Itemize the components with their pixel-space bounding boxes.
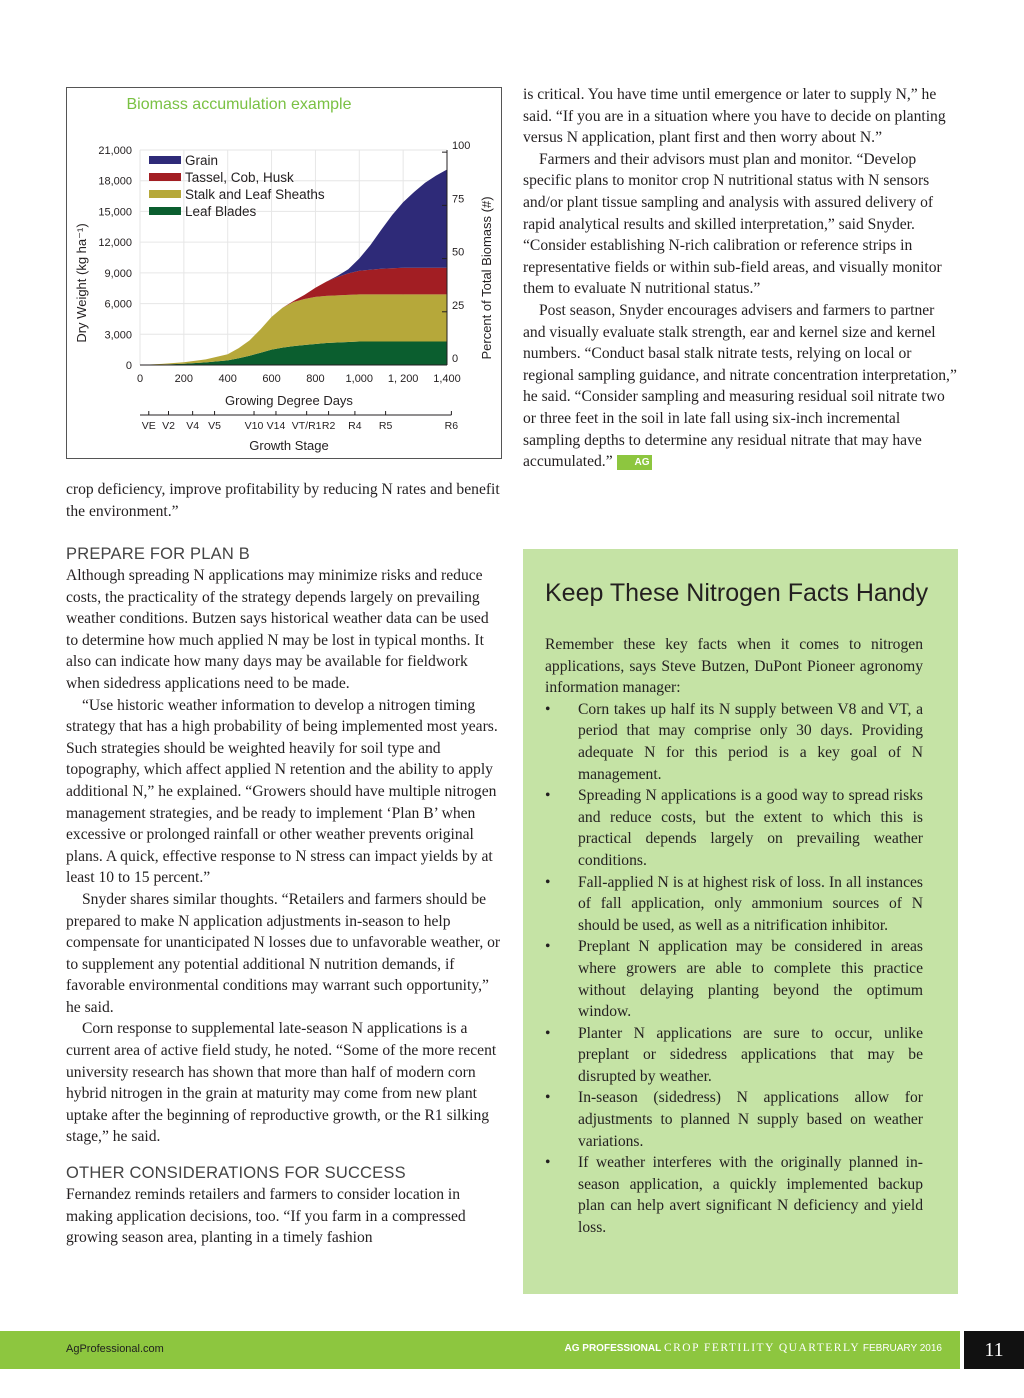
list-item bbox=[545, 1152, 923, 1238]
sidebar-intro: Remember these key facts when it comes to nitrogen applications, says Steve Butzen, DuPont Pioneer agronomy information manager: bbox=[545, 636, 923, 697]
y-tick-label: 21,000 bbox=[98, 145, 132, 157]
bullet-icon: • bbox=[545, 873, 551, 891]
footer-brand: AG PROFESSIONAL bbox=[564, 1343, 662, 1354]
y-tick-label: 3,000 bbox=[104, 329, 132, 342]
footer-date: FEBRUARY 2016 bbox=[862, 1343, 942, 1354]
footer-publication bbox=[565, 1342, 942, 1354]
growth-stage-label: Growth Stage bbox=[249, 438, 329, 453]
bullet-icon: • bbox=[545, 938, 551, 956]
chart-title: Biomass accumulation example bbox=[126, 96, 352, 113]
list-item bbox=[545, 936, 923, 1022]
list-item-text: Corn takes up half its N supply between V8 and VT, a period that may comprise only 30 days. Providing adequate N for this period is a key goal of N management. bbox=[578, 700, 923, 783]
sidebar-body bbox=[545, 634, 923, 1239]
stage-label: V10 bbox=[244, 420, 264, 432]
stage-label: V5 bbox=[208, 420, 221, 432]
list-item bbox=[545, 872, 923, 937]
stage-label: R2 bbox=[321, 420, 336, 432]
bullet-icon: • bbox=[545, 1024, 551, 1042]
bullet-icon: • bbox=[545, 1089, 551, 1107]
page-number: 11 bbox=[960, 1331, 1024, 1369]
stage-label: V2 bbox=[162, 420, 175, 432]
growth-stage-axis bbox=[140, 411, 458, 432]
x-tick-label: 1, 200 bbox=[387, 373, 419, 385]
stage-label: R5 bbox=[378, 420, 393, 432]
stage-label: V14 bbox=[266, 420, 286, 432]
y2-tick-label: 75 bbox=[452, 193, 465, 206]
stage-label: R4 bbox=[348, 420, 362, 432]
section-heading-plan-b: PREPARE FOR PLAN B bbox=[66, 545, 250, 563]
legend-swatch bbox=[149, 207, 181, 215]
x-tick-label: 0 bbox=[136, 373, 144, 385]
stage-label: R6 bbox=[444, 420, 459, 432]
left-column-top bbox=[66, 479, 502, 522]
sidebar-title: Keep These Nitrogen Facts Handy bbox=[545, 579, 929, 607]
list-item bbox=[545, 785, 923, 871]
nitrogen-facts-sidebar bbox=[523, 549, 958, 1294]
y-tick-label: 15,000 bbox=[98, 206, 132, 219]
paragraph: Farmers and their advisors must plan and monitor. “Develop specific plans to monitor crop N nutritional status with N sensors and/or plant tissue sampling and analysis with assured delivery of rapid analytical results and skilled interpretation,” said Snyder. “Consider establishing N-rich calibration or reference strips in representative fields or within sub-field areas, and visually monitor them to evaluate N nutritional status.” bbox=[523, 150, 942, 298]
paragraph: Snyder shares similar thoughts. “Retailers and farmers should be prepared to make N application adjustments in-season to help compensate for unanticipated N losses due to unfavorable weather, or to supplement any potential additional N nutrition demands, if favorable environmental conditions may warrant such opportunity,” he said. bbox=[66, 890, 501, 1016]
paragraph: Corn response to supplemental late-season N applications is a current area of active field study, he noted. “Some of the more recent university research has shown that more than half of modern corn hybrid nitrogen in the grain at maturity may come from new plant uptake after the beginning of reproductive growth, or the R1 silking stage,” he said. bbox=[66, 1020, 497, 1146]
x-tick-label: 1,000 bbox=[345, 373, 374, 385]
footer-publication-name: CROP FERTILITY QUARTERLY bbox=[663, 1342, 861, 1354]
y-tick-label: 12,000 bbox=[98, 237, 132, 250]
paragraph: “Use historic weather information to develop a nitrogen timing strategy that has a high probability of being implemented most years. Such strategies should be weighted heavily for soil type and topography, which affect applied N retention and the ability to apply additional N,” he explained. “Growers should have multiple nitrogen management strategies, and be ready to implement ‘Plan B’ when excessive or prolonged rainfall or other weather prevents original plans. A quick, effective response to N stress can impact yields by at least 10 to 15 percent.” bbox=[66, 696, 498, 887]
right-column-top bbox=[523, 84, 957, 473]
paragraph-text: Post season, Snyder encourages advisers and farmers to partner and visually evaluate stalk strength, ear and kernel size and kernel numbers. “Conduct basal stalk nitrate tests, relying on local or regional sampling guidance, and nitrate concentration interpretation,” he said. “Consider sampling and measuring residual soil nitrate two or three feet in the soil in late fall using six-inch incremental sampling depths to determine any residual nitrate that may have accumulated.” bbox=[523, 301, 957, 471]
y2-axis-label: Percent of Total Biomass (#) bbox=[479, 196, 494, 360]
list-item-text: If weather interferes with the originally planned in-season application, a quickly implemented backup plan can help avert significant N deficiency and yield loss. bbox=[578, 1154, 923, 1237]
list-item-text: Planter N applications are sure to occur, unlike preplant or sidedress applications that may be disrupted by weather. bbox=[578, 1024, 923, 1085]
list-item-text: Spreading N applications is a good way to spread risks and reduce costs, but the extent to which this is practical depends largely on prevailing weather conditions. bbox=[578, 787, 923, 869]
left-column-main bbox=[66, 543, 502, 1249]
facts-list bbox=[545, 699, 923, 1239]
stage-label: VT/R1 bbox=[291, 420, 322, 432]
list-item-text: Fall-applied N is at highest risk of loss. In all instances of fall application, only ammonium sources of N should be used, as well as a nitrification inhibitor. bbox=[578, 873, 923, 934]
y-tick-label: 18,000 bbox=[98, 175, 132, 188]
legend-label: Leaf Blades bbox=[185, 204, 257, 219]
paragraph: Although spreading N applications may minimize risks and reduce costs, the practicality of the strategy depends largely on prevailing weather conditions. Butzen says historical weather data can be used to determine how much applied N may be lost in typical months. It also can indicate how many days may be available for fieldwork when sidedress applications need to be made. bbox=[66, 567, 489, 692]
stage-label: V4 bbox=[186, 420, 200, 432]
legend-label: Tassel, Cob, Husk bbox=[185, 170, 294, 185]
biomass-chart bbox=[66, 87, 502, 459]
x-tick-label: 200 bbox=[174, 373, 194, 385]
stage-label: VE bbox=[141, 420, 156, 432]
paragraph-final bbox=[523, 300, 957, 473]
y2-tick-label: 100 bbox=[452, 140, 471, 153]
y-tick-label: 6,000 bbox=[104, 298, 132, 311]
y2-tick-label: 50 bbox=[452, 246, 465, 259]
page-footer bbox=[0, 1331, 1024, 1369]
legend-swatch bbox=[149, 156, 181, 164]
x-axis-label: Growing Degree Days bbox=[225, 393, 353, 408]
x-tick-label: 800 bbox=[306, 373, 325, 385]
bullet-icon: • bbox=[545, 700, 551, 718]
bullet-icon: • bbox=[545, 787, 551, 805]
paragraph: Fernandez reminds retailers and farmers to consider location in making application decisions, too. “If you farm in a compressed growing season area, planting in a timely fashion bbox=[66, 1186, 466, 1247]
ag-end-badge: AG bbox=[617, 455, 652, 470]
list-item-text: In-season (sidedress) N applications allow for adjustments to planned N supply based on weather variations. bbox=[578, 1089, 923, 1150]
bullet-icon: • bbox=[545, 1154, 551, 1172]
chart-legend bbox=[149, 153, 325, 219]
section-heading-other-considerations: OTHER CONSIDERATIONS FOR SUCCESS bbox=[66, 1164, 406, 1183]
list-item bbox=[545, 699, 923, 785]
legend-label: Stalk and Leaf Sheaths bbox=[185, 187, 325, 202]
biomass-chart-svg bbox=[67, 88, 501, 458]
y2-tick-label: 25 bbox=[452, 299, 465, 312]
x-tick-label: 1,400 bbox=[433, 373, 461, 385]
legend-swatch bbox=[149, 173, 181, 181]
footer-url[interactable]: AgProfessional.com bbox=[66, 1343, 164, 1355]
legend-swatch bbox=[149, 190, 181, 198]
list-item-text: Preplant N application may be considered in areas where growers are able to complete this practice without delaying planting beyond the optimum window. bbox=[578, 938, 923, 1021]
y-tick-label: 9,000 bbox=[104, 267, 132, 280]
paragraph: crop deficiency, improve profitability by reducing N rates and benefit the environment.” bbox=[66, 481, 500, 520]
y-tick-label: 0 bbox=[125, 360, 132, 372]
x-tick-label: 400 bbox=[218, 373, 237, 385]
list-item bbox=[545, 1087, 923, 1152]
list-item bbox=[545, 1023, 923, 1088]
x-tick-label: 600 bbox=[262, 373, 281, 385]
paragraph: is critical. You have time until emergence or later to supply N,” he said. “If you are in a situation where you have to decide on planting versus N application, plant first and then worry about N.” bbox=[523, 86, 946, 147]
legend-label: Grain bbox=[185, 153, 219, 168]
y2-tick-label: 0 bbox=[452, 353, 459, 365]
y-axis-label: Dry Weight (kg ha⁻¹) bbox=[74, 223, 89, 343]
